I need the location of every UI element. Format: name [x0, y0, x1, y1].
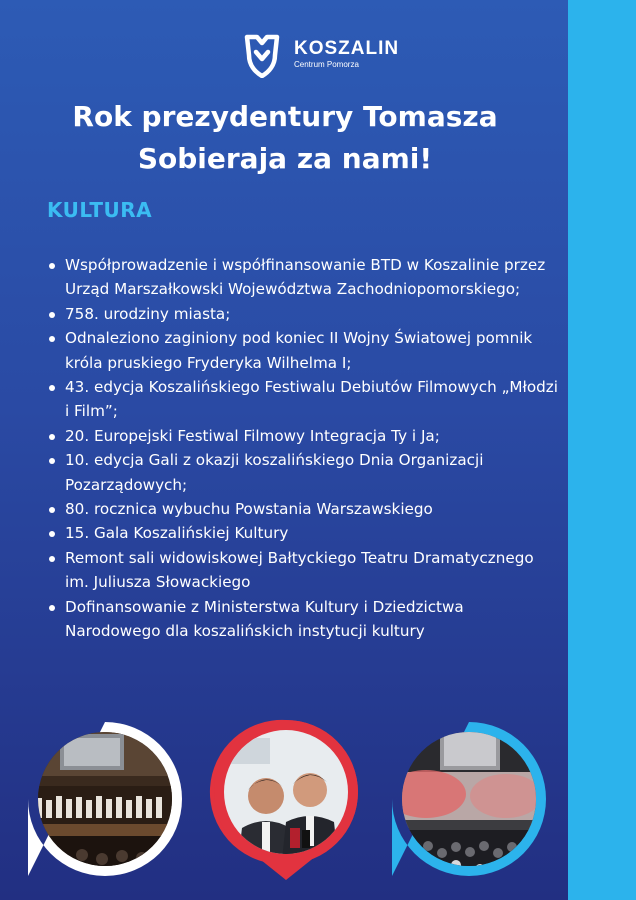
- logo-tagline: Centrum Pomorza: [294, 59, 359, 69]
- list-item: 758. urodziny miasta;: [47, 302, 562, 326]
- list-item: 20. Europejski Festiwal Filmowy Integracja Ty i Ja;: [47, 424, 562, 448]
- achievements-list: [47, 253, 562, 644]
- list-item: Remont sali widowiskowej Bałtyckiego Teatru Dramatycznego im. Juliusza Słowackiego: [47, 546, 562, 595]
- photo-two-men-speaking: [206, 718, 366, 882]
- logo-name: KOSZALIN: [294, 37, 400, 59]
- list-item: 10. edycja Gali z okazji koszalińskiego Dnia Organizacji Pozarządowych;: [47, 448, 562, 497]
- photo-gala-stage: [22, 716, 188, 882]
- list-item: Odnaleziono zaginiony pod koniec II Wojny Światowej pomnik króla pruskiego Fryderyka Wilhelma I;: [47, 326, 562, 375]
- list-item: 43. edycja Koszalińskiego Festiwalu Debiutów Filmowych „Młodzi i Film”;: [47, 375, 562, 424]
- list-item: Dofinansowanie z Ministerstwa Kultury i Dziedzictwa Narodowego dla koszalińskich instytucji kultury: [47, 595, 562, 644]
- list-item: Współprowadzenie i współfinansowanie BTD w Koszalinie przez Urząd Marszałkowski Województwa Zachodniopomorskiego;: [47, 253, 562, 302]
- koszalin-crest-icon: [240, 30, 284, 78]
- photo-concert-stage: [386, 716, 552, 882]
- page-title: Rok prezydentury Tomasza Sobieraja za nami!: [72, 100, 498, 175]
- section-heading: KULTURA: [47, 198, 153, 222]
- accent-stripe: [568, 0, 636, 900]
- list-item: 80. rocznica wybuchu Powstania Warszawskiego: [47, 497, 562, 521]
- koszalin-logo: [240, 30, 399, 78]
- list-item: 15. Gala Koszalińskiej Kultury: [47, 521, 562, 545]
